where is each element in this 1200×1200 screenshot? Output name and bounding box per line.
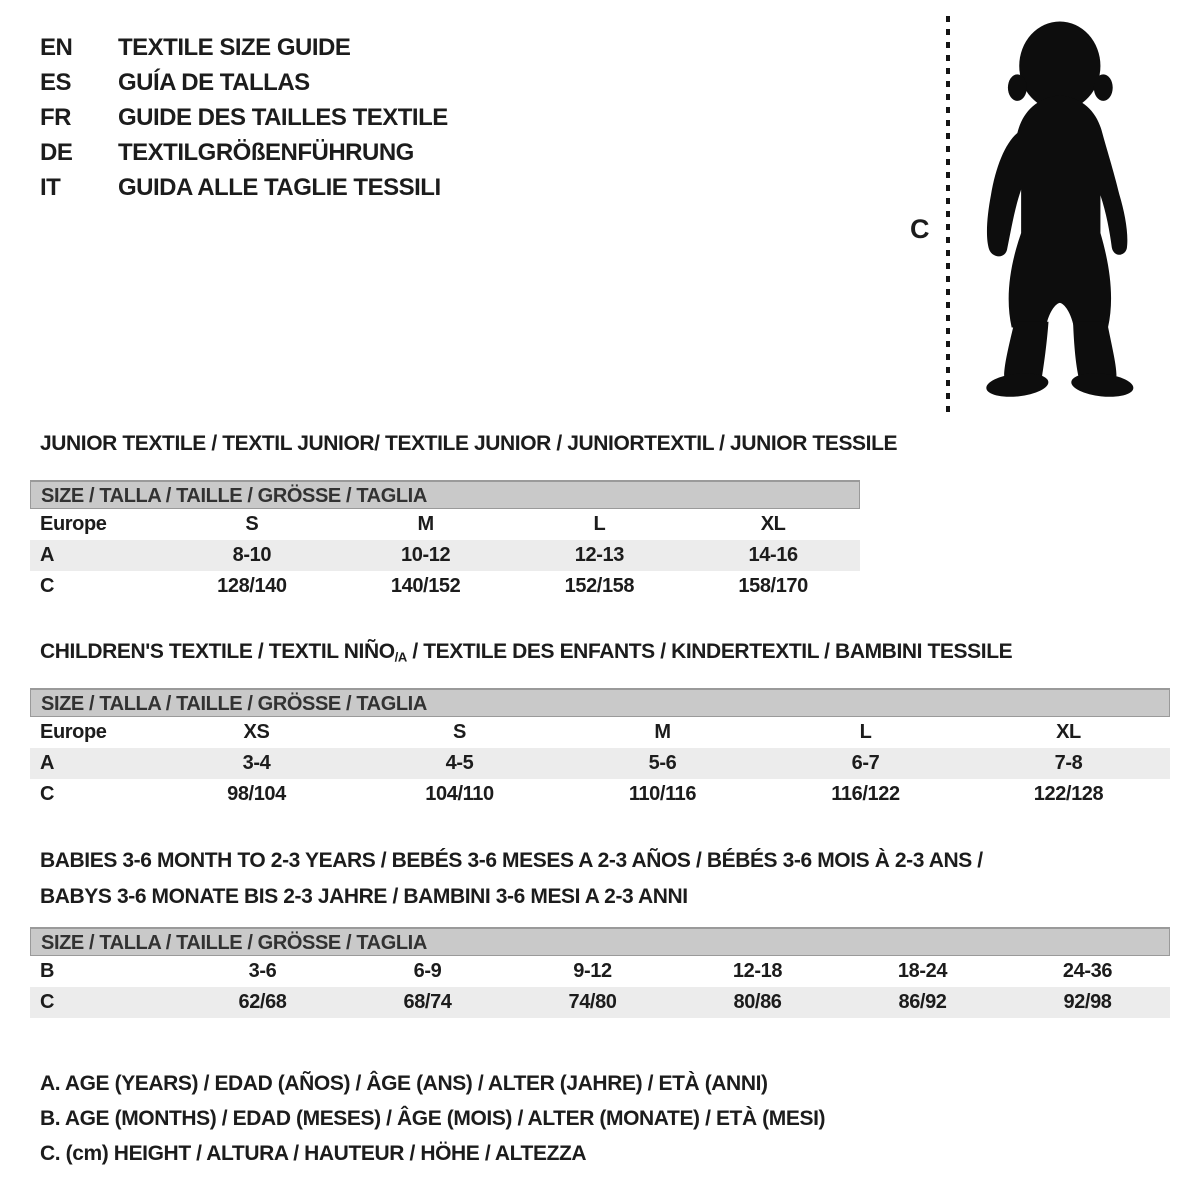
language-row-it <box>40 170 448 205</box>
language-code: ES <box>40 68 72 96</box>
children-title-post: / TEXTILE DES ENFANTS / KINDERTEXTIL / BAMBINI TESSILE <box>406 640 1013 663</box>
table-cell: 12-18 <box>732 960 783 982</box>
table-cell: 10-12 <box>401 544 451 566</box>
table-row <box>30 540 860 571</box>
children-section <box>30 640 1170 810</box>
table-row <box>30 748 1170 779</box>
table-cell: 122/128 <box>1033 783 1104 806</box>
table-cell: 3-6 <box>248 960 277 982</box>
table-cell: 24-36 <box>1062 960 1113 982</box>
babies-title-line1: BABIES 3-6 MONTH TO 2-3 YEARS / BEBÉS 3-6 MESES A 2-3 AÑOS / BÉBÉS 3-6 MOIS À 2-3 ANS / <box>40 849 983 872</box>
table-cell: 110/116 <box>628 783 697 806</box>
table-cell: 128/140 <box>217 575 287 597</box>
junior-size-header-bar: SIZE / TALLA / TAILLE / GRÖSSE / TAGLIA <box>30 480 860 509</box>
row-label: C <box>40 575 55 597</box>
footnote-c: C. (cm) HEIGHT / ALTURA / HAUTEUR / HÖHE / ALTEZZA <box>40 1142 587 1165</box>
babies-size-table <box>30 956 1170 1018</box>
table-cell: 12-13 <box>574 544 624 566</box>
table-cell: M <box>654 721 671 744</box>
row-label: Europe <box>40 721 107 744</box>
table-cell: 140/152 <box>390 575 461 597</box>
table-cell: L <box>593 513 606 535</box>
table-cell: 68/74 <box>403 991 452 1013</box>
table-cell: 116/122 <box>831 783 900 806</box>
babies-section <box>30 843 1170 1018</box>
footnote-b: B. AGE (MONTHS) / EDAD (MESES) / ÂGE (MOIS) / ALTER (MONATE) / ETÀ (MESI) <box>40 1107 826 1130</box>
table-row <box>30 779 1170 810</box>
table-cell: M <box>417 513 434 535</box>
table-cell: 80/86 <box>733 991 782 1013</box>
children-size-table <box>30 717 1170 810</box>
table-row <box>30 717 1170 748</box>
table-cell: 62/68 <box>238 991 287 1013</box>
babies-size-header-bar: SIZE / TALLA / TAILLE / GRÖSSE / TAGLIA <box>30 927 1170 956</box>
table-cell: S <box>453 721 466 744</box>
children-size-header-bar: SIZE / TALLA / TAILLE / GRÖSSE / TAGLIA <box>30 688 1170 717</box>
table-cell: 152/158 <box>564 575 635 597</box>
table-cell: 6-7 <box>851 752 880 775</box>
babies-title-line2: BABYS 3-6 MONATE BIS 2-3 JAHRE / BAMBINI 3-6 MESI A 2-3 ANNI <box>40 885 688 908</box>
guide-title-it: GUIDA ALLE TAGLIE TESSILI <box>118 173 441 201</box>
table-row <box>30 509 860 540</box>
table-cell: XL <box>760 513 786 535</box>
table-cell: 3-4 <box>242 752 271 775</box>
table-cell: 18-24 <box>897 960 948 982</box>
table-cell: 98/104 <box>227 783 286 806</box>
language-code: IT <box>40 173 61 201</box>
children-title-subscript: /A <box>394 649 407 665</box>
height-measure-label: C <box>910 214 930 244</box>
table-cell: 6-9 <box>413 960 442 982</box>
table-cell: XL <box>1056 721 1081 744</box>
junior-size-table <box>30 509 860 602</box>
table-row <box>30 571 860 602</box>
guide-title-es: GUÍA DE TALLAS <box>118 68 310 96</box>
children-title-pre: CHILDREN'S TEXTILE / TEXTIL NIÑO <box>40 640 395 663</box>
language-title-block <box>40 30 448 205</box>
language-row-es <box>40 65 448 100</box>
table-cell: 4-5 <box>445 752 474 775</box>
table-cell: L <box>859 721 872 744</box>
table-cell: XS <box>243 721 270 744</box>
guide-title-en: TEXTILE SIZE GUIDE <box>118 33 351 61</box>
row-label: B <box>40 960 55 982</box>
table-cell: 74/80 <box>568 991 617 1013</box>
row-label: C <box>40 991 55 1013</box>
table-cell: 86/92 <box>898 991 947 1013</box>
footnotes-block <box>40 1066 825 1171</box>
row-label: A <box>40 544 55 566</box>
table-row <box>30 956 1170 987</box>
row-label: A <box>40 752 55 775</box>
table-cell: 158/170 <box>738 575 808 597</box>
language-row-de <box>40 135 448 170</box>
row-label: C <box>40 783 55 806</box>
language-row-fr <box>40 100 448 135</box>
table-cell: 7-8 <box>1054 752 1083 775</box>
language-code: EN <box>40 33 73 61</box>
table-cell: S <box>245 513 259 535</box>
baby-silhouette-icon <box>962 14 1152 420</box>
language-row-en <box>40 30 448 65</box>
junior-section-title: JUNIOR TEXTILE / TEXTIL JUNIOR/ TEXTILE JUNIOR / JUNIORTEXTIL / JUNIOR TESSILE <box>40 432 898 455</box>
table-cell: 92/98 <box>1063 991 1112 1013</box>
table-cell: 9-12 <box>573 960 612 982</box>
guide-title-fr: GUIDE DES TAILLES TEXTILE <box>118 103 448 131</box>
children-section-title <box>30 640 1170 664</box>
height-measure-dotted-line <box>946 16 950 416</box>
table-cell: 14-16 <box>748 544 798 566</box>
footnote-a: A. AGE (YEARS) / EDAD (AÑOS) / ÂGE (ANS) / ALTER (JAHRE) / ETÀ (ANNI) <box>40 1072 768 1095</box>
row-label: Europe <box>40 513 107 535</box>
table-cell: 8-10 <box>232 544 272 566</box>
table-cell: 104/110 <box>425 783 494 806</box>
language-code: FR <box>40 103 71 131</box>
babies-section-title <box>30 843 1170 915</box>
guide-title-de: TEXTILGRÖßENFÜHRUNG <box>118 138 414 166</box>
junior-section <box>30 432 898 602</box>
language-code: DE <box>40 138 73 166</box>
table-cell: 5-6 <box>648 752 677 775</box>
table-row <box>30 987 1170 1018</box>
